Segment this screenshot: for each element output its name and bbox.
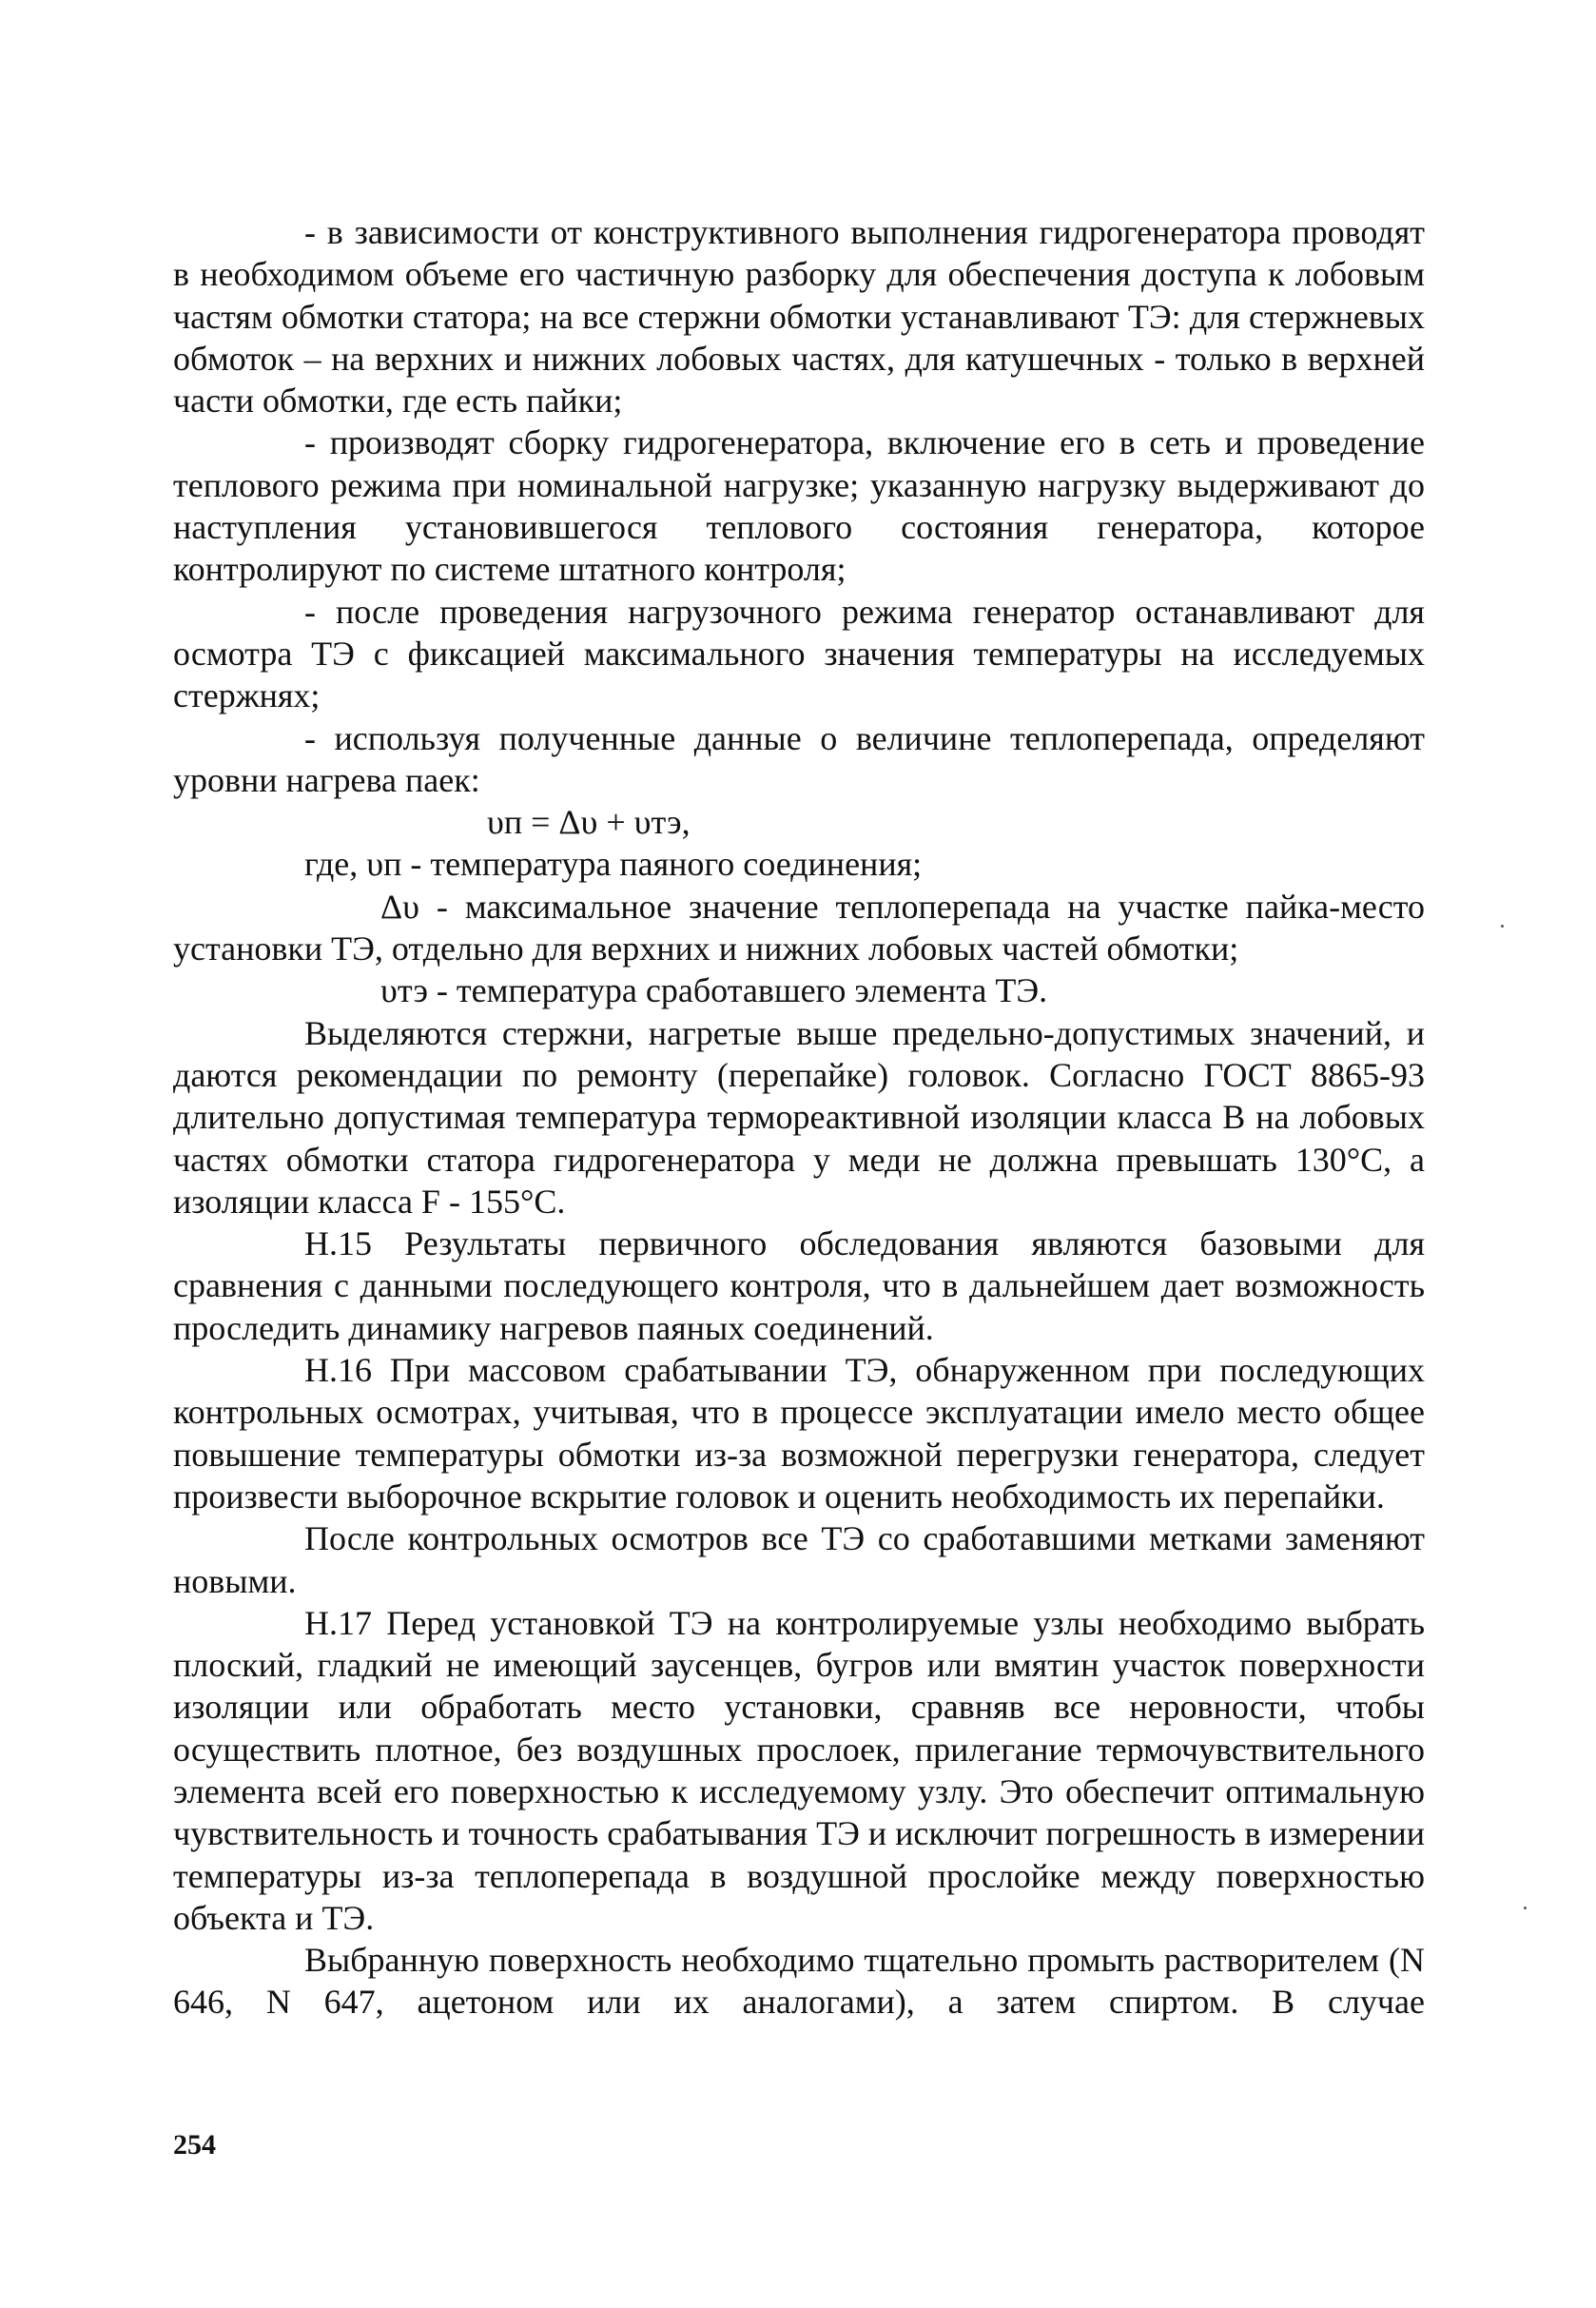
paragraph-stop-generator: - после проведения нагрузочного режима генератор останавливают для осмотра ТЭ с фиксацией максимального значения температуры на исследуемых стержнях; [173,592,1425,715]
paragraph-heating-levels: - используя полученные данные о величине теплоперепада, определяют уровни нагрева паек: [173,718,1425,799]
page-number: 254 [173,2129,216,2161]
document-body [173,211,1425,2024]
paragraph-gost-limits: Выделяются стержни, нагретые выше предельно-допустимых значений, и даются рекомендации по ремонту (перепайке) головок. Согласно ГОСТ 8865-93 длительно допустимая температура термореактивной изоляции класса В на лобовых частях обмотки статора гидрогенератора у меди не должна превышать 130°С, а изоляции класса F - 155°С. [173,1013,1425,1221]
paragraph-replace-elements: После контрольных осмотров все ТЭ со сработавшими метками заменяют новыми. [173,1519,1425,1600]
paragraph-assembly: - производят сборку гидрогенератора, включение его в сеть и проведение теплового режима при номинальной нагрузке; указанную нагрузку выдерживают до наступления установившегося теплового состояния генератора, которое контролируют по системе штатного контроля; [173,423,1425,589]
definition-element-temperature: υтэ - температура сработавшего элемента ТЭ. [380,971,1048,1010]
definition-delta: Δυ - максимальное значение теплоперепада на участке пайка-место установки ТЭ, отдельно для верхних и нижних лобовых частей обмотки; [173,887,1425,968]
paragraph-disassembly: - в зависимости от конструктивного выполнения гидрогенератора проводят в необходимом объеме его частичную разборку для обеспечения доступа к лобовым частям обмотки статора; на все стержни обмотки устанавливают ТЭ: для стержневых обмоток – на верхних и нижних лобовых частях, для катушечных - только в верхней части обмотки, где есть пайки; [173,213,1425,421]
paragraph-h17: Н.17 Перед установкой ТЭ на контролируемые узлы необходимо выбрать плоский, гладкий не имеющий заусенцев, бугров или вмятин участок поверхности изоляции или обработать место установки, сравняв все неровности, чтобы осуществить плотное, без воздушных прослоек, прилегание термочувствительного элемента всей его поверхностью к исследуемому узлу. Это обеспечит оптимальную чувствительность и точность срабатывания ТЭ и исключит погрешность в измерении температуры из-за теплоперепада в воздушной прослойке между поверхностью объекта и ТЭ. [173,1603,1425,1937]
formula-solder-temperature: υп = Δυ + υтэ, [487,803,691,842]
scan-speck [1524,1907,1527,1909]
formula-where-line: где, υп - температура паяного соединения; [304,845,923,884]
paragraph-h16: Н.16 При массовом срабатывании ТЭ, обнаруженном при последующих контрольных осмотрах, учитывая, что в процессе эксплуатации имело место общее повышение температуры обмотки из-за возможной перегрузки генератора, следует произвести выборочное вскрытие головок и оценить необходимость их перепайки. [173,1351,1425,1516]
paragraph-h15: Н.15 Результаты первичного обследования являются базовыми для сравнения с данными последующего контроля, что в дальнейшем дает возможность проследить динамику нагревов паяных соединений. [173,1224,1425,1347]
paragraph-surface-cleaning: Выбранную поверхность необходимо тщательно промыть растворителем (N 646, N 647, ацетоном или их аналогами), а затем спиртом. В случае [173,1941,1425,2022]
scan-speck [1501,925,1504,928]
